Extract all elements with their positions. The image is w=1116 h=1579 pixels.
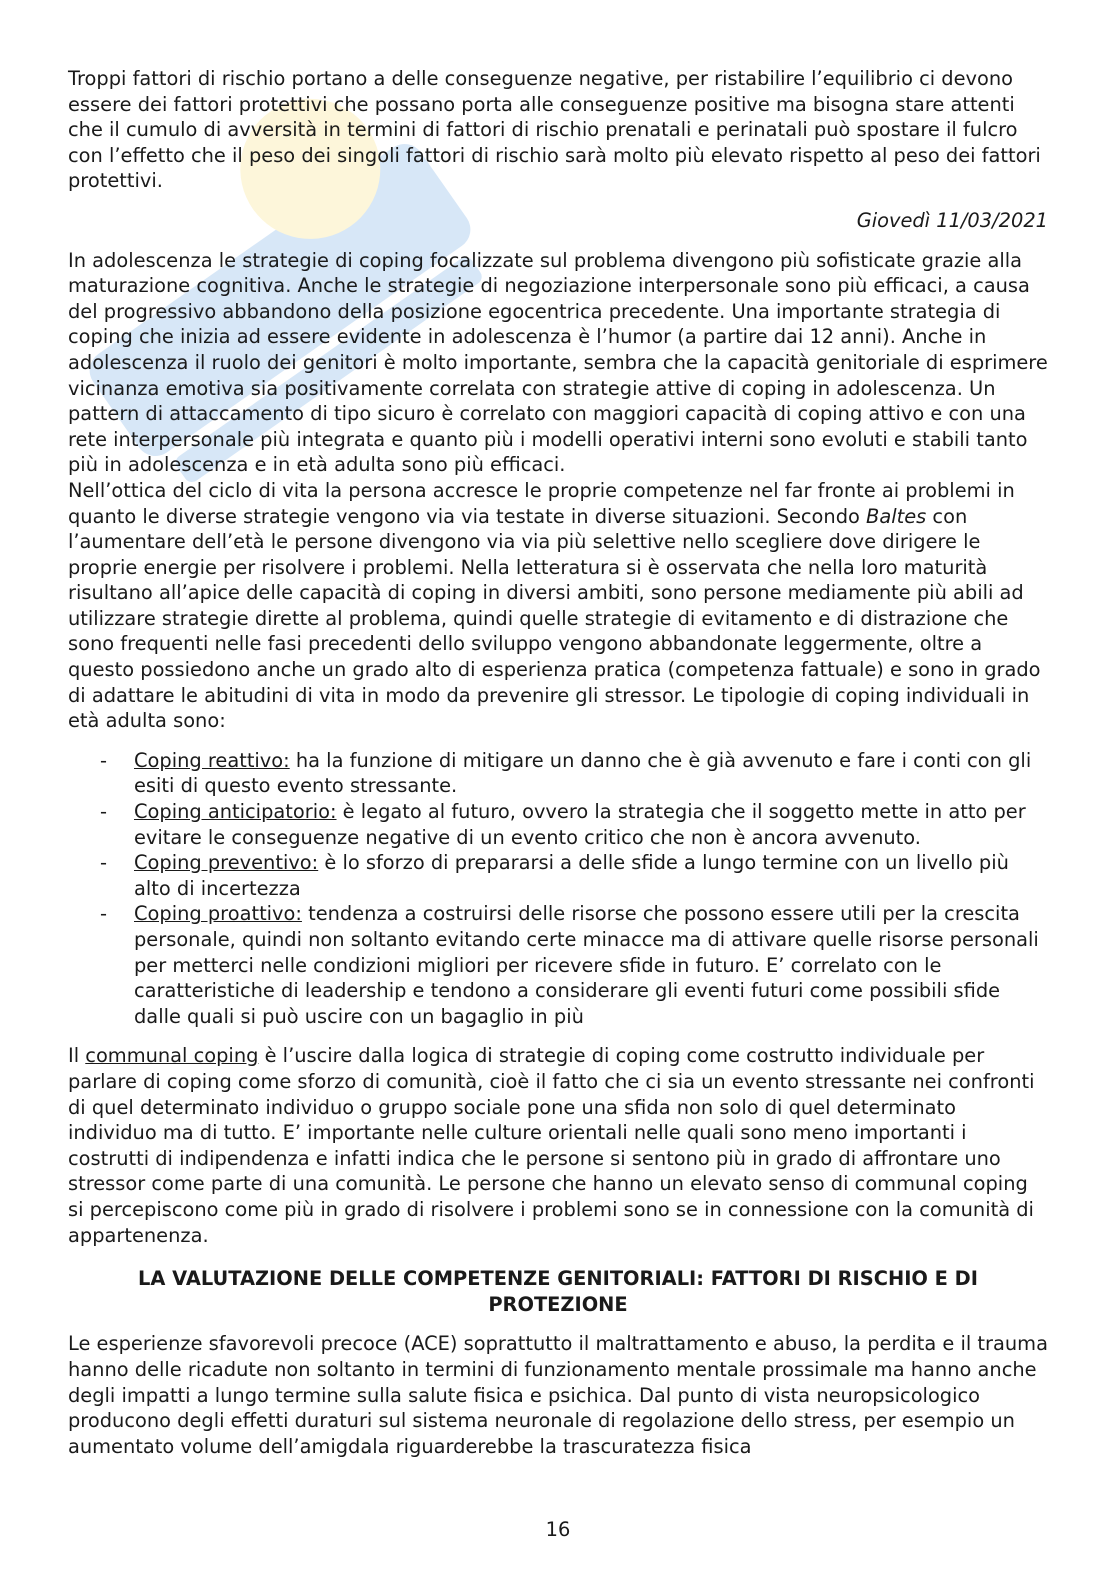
coping-types-list <box>68 748 1048 1030</box>
list-dash: - <box>100 748 107 772</box>
term-communal-coping: communal coping <box>85 1044 259 1068</box>
list-dash: - <box>100 851 107 875</box>
author-name-baltes: Baltes <box>866 504 927 528</box>
list-item-text: è legato al futuro, ovvero la strategia che il soggetto mette in atto per evitare le conseguenze negative di un evento critico che non è ancora avvenuto. <box>134 800 1026 849</box>
list-item <box>68 901 1048 1029</box>
list-item-term: Coping proattivo: <box>134 902 302 926</box>
list-item-term: Coping reattivo: <box>134 748 290 772</box>
list-item-term: Coping anticipatorio: <box>134 800 337 824</box>
list-item-text: è lo sforzo di prepararsi a delle sfide a lungo termine con un livello più alto di incertezza <box>134 851 1009 900</box>
paragraph-life-cycle-rest: con l’aumentare dell’età le persone divengono via via più selettive nello scegliere dove dirigere le proprie energie per risolvere i problemi. Nella letteratura si è osservata che nella loro maturità risultano all’apice delle capacità di coping in diversi ambiti, sono persone mediamente più abili ad utilizzare strategie dirette al problema, quindi quelle strategie di evitamento e di distrazione che sono frequenti nelle fasi precedenti dello sviluppo vengono abbandonate leggermente, oltre a questo possiedono anche un grado alto di esperienza pratica (competenza fattuale) e sono in grado di adattare le abitudini di vita in modo da prevenire gli stressor. Le tipologie di coping individuali in età adulta sono: <box>68 504 1041 733</box>
section-title: LA VALUTAZIONE DELLE COMPETENZE GENITORIALI: FATTORI DI RISCHIO E DI PROTEZIONE <box>138 1267 978 1316</box>
paragraph-risk-factors: Troppi fattori di rischio portano a delle conseguenze negative, per ristabilire l’equilibrio ci devono essere dei fattori protettivi che possano porta alle conseguenze positive ma bisogna stare attenti che il cumulo di avversità in termini di fattori di rischio prenatali e perinatali può spostare il fulcro con l’effetto che il peso dei singoli fattori di rischio sarà molto più elevato rispetto al peso dei fattori protettivi. <box>68 67 1041 193</box>
paragraph-ace: Le esperienze sfavorevoli precoce (ACE) soprattutto il maltrattamento e abuso, la perdita e il trauma hanno delle ricadute non soltanto in termini di funzionamento mentale prossimale ma hanno anche degli impatti a lungo termine sulla salute fisica e psichica. Dal punto di vista neuropsicologico producono degli effetti duraturi sul sistema neuronale di regolazione dello stress, per esempio un aumentato volume dell’amigdala riguarderebbe la trascuratezza fisica <box>68 1332 1048 1458</box>
list-dash: - <box>100 902 107 926</box>
list-dash: - <box>100 800 107 824</box>
list-item-text: ha la funzione di mitigare un danno che è già avvenuto e fare i conti con gli esiti di questo evento stressante. <box>134 748 1032 798</box>
page-number: 16 <box>545 1518 571 1541</box>
list-item-text: tendenza a costruirsi delle risorse che possono essere utili per la crescita personale, quindi non soltanto evitando certe minacce ma di attivare quelle risorse personali per metterci nelle condizioni migliori per ricevere sfide in futuro. E’ correlato con le caratteristiche di leadership e tendono a considerare gli eventi futuri come possibili sfide dalle quali si può uscire con un bagaglio in più <box>134 902 1039 1028</box>
paragraph-life-cycle <box>68 478 1048 734</box>
list-item <box>68 748 1048 799</box>
paragraph-life-cycle-start: Nell’ottica del ciclo di vita la persona accresce le proprie competenze nel far fronte ai problemi in quanto le diverse strategie vengono via via testate in diverse situazioni. Secondo <box>68 478 1015 528</box>
document-page <box>68 66 1048 1459</box>
lecture-date: Giovedì 11/03/2021 <box>856 208 1048 232</box>
list-item-term: Coping preventivo: <box>134 851 319 875</box>
paragraph-communal-start: Il <box>68 1044 86 1068</box>
list-item <box>68 850 1048 901</box>
paragraph-adolescence-coping: In adolescenza le strategie di coping focalizzate sul problema divengono più sofisticate grazie alla maturazione cognitiva. Anche le strategie di negoziazione interpersonale sono più efficaci, a causa del progressivo abbandono della posizione egocentrica precedente. Una importante strategia di coping che inizia ad essere evidente in adolescenza è l’humor (a partire dai 12 anni). Anche in adolescenza il ruolo dei genitori è molto importante, sembra che la capacità genitoriale di esprimere vicinanza emotiva sia positivamente correlata con strategie attive di coping in adolescenza. Un pattern di attaccamento di tipo sicuro è correlato con maggiori capacità di coping attivo e con una rete interpersonale più integrata e quanto più i modelli operativi interni sono evoluti e stabili tanto più in adolescenza e in età adulta sono più efficaci. <box>68 248 1048 477</box>
paragraph-communal-rest: è l’uscire dalla logica di strategie di coping come costrutto individuale per parlare di coping come sforzo di comunità, cioè il fatto che ci sia un evento stressante nei confronti di quel determinato individuo o gruppo sociale pone una sfida non solo di quel determinato individuo ma di tutto. E’ importante nelle culture orientali nelle quali sono meno importanti i costrutti di indipendenza e infatti indica che le persone si sentono più in grado di affrontare uno stressor come parte di una comunità. Le persone che hanno un elevato senso di communal coping si percepiscono come più in grado di risolvere i problemi sono se in connessione con la comunità di appartenenza. <box>68 1044 1035 1247</box>
paragraph-communal-coping <box>68 1043 1048 1248</box>
list-item <box>68 799 1048 850</box>
